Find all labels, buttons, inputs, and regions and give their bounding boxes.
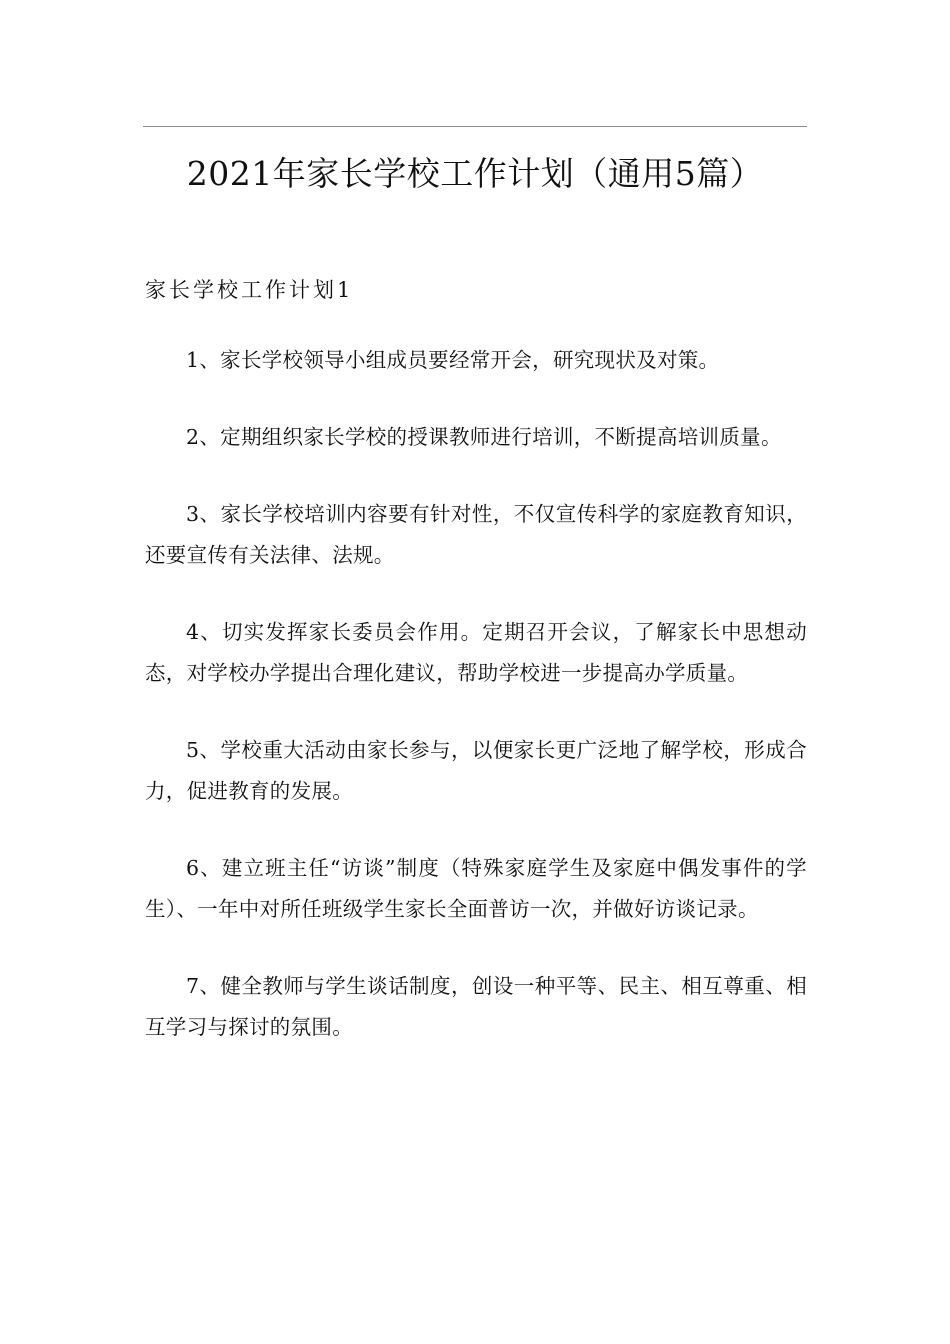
paragraph-1: 1、家长学校领导小组成员要经常开会，研究现状及对策。: [186, 348, 720, 372]
paragraph-5: 5、学校重大活动由家长参与，以便家长更广泛地了解学校，形成合力，促进教育的发展。: [145, 738, 807, 803]
paragraph-3: 3、家长学校培训内容要有针对性，不仅宣传科学的家庭教育知识，还要宣传有关法律、法规。: [145, 502, 807, 567]
header-divider: [143, 126, 807, 127]
paragraph-2: 2、定期组织家长学校的授课教师进行培训，不断提高培训质量。: [186, 425, 782, 449]
paragraph-6: 6、建立班主任“访谈”制度（特殊家庭学生及家庭中偶发事件的学生）、一年中对所任班级学生家长全面普访一次，并做好访谈记录。: [145, 856, 807, 921]
document-body: [145, 340, 807, 1084]
paragraph-7: 7、健全教师与学生谈话制度，创设一种平等、民主、相互尊重、相互学习与探讨的氛围。: [145, 974, 807, 1039]
paragraph-4: 4、切实发挥家长委员会作用。定期召开会议，了解家长中思想动态，对学校办学提出合理化建议，帮助学校进一步提高办学质量。: [145, 620, 807, 685]
document-title: 2021年家长学校工作计划（通用5篇）: [186, 154, 764, 193]
section-heading: 家长学校工作计划1: [145, 278, 354, 302]
